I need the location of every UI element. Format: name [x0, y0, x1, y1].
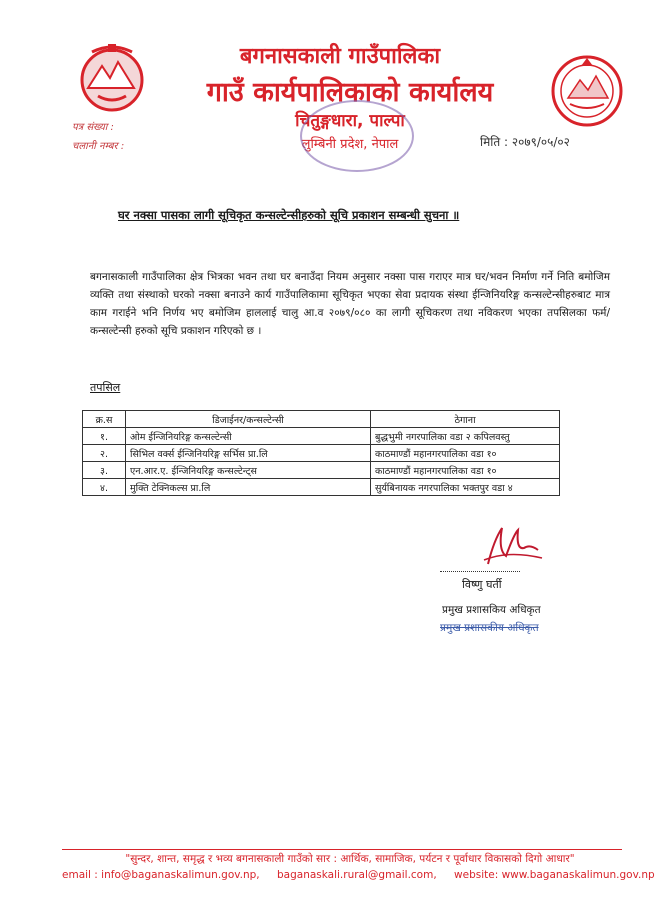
- row-consultancy-name: मुक्ति टेक्निकल्स प्रा.लि: [126, 479, 371, 496]
- signature-line: [440, 571, 520, 572]
- column-header-address: ठेगाना: [371, 411, 560, 428]
- footer-slogan: "सुन्दर, शान्त, समृद्ध र भव्य बगनासकाली गाउँको सार : आर्थिक, सामाजिक, पर्यटन र पूर्वाधार विकासको दिगो आधार": [125, 853, 575, 865]
- signatory-title: प्रमुख प्रशासकिय अधिकृत: [442, 604, 541, 616]
- office-location: चितुङ्गधारा, पाल्पा: [295, 111, 405, 131]
- row-address: काठमाण्डौं महानगरपालिका वडा १०: [371, 445, 560, 462]
- signatory-name: विष्णु घर्ती: [462, 578, 502, 591]
- table-header-row: [83, 411, 560, 428]
- nepal-emblem-icon: [72, 38, 152, 118]
- footer-email-link[interactable]: baganaskali.rural@gmail.com,: [277, 869, 437, 881]
- consultancy-table: [82, 410, 560, 496]
- reference-number-label: पत्र संख्या :: [72, 122, 114, 133]
- row-consultancy-name: एन.आर.ए. ईन्जिनियरिङ्ग कन्सल्टेन्ट्स: [126, 462, 371, 479]
- row-sn: १.: [83, 428, 126, 445]
- row-sn: ४.: [83, 479, 126, 496]
- table-row: [83, 445, 560, 462]
- municipality-logo-icon: [548, 52, 626, 130]
- footer-divider: [62, 849, 622, 850]
- office-stamp: [300, 100, 414, 172]
- column-header-name: डिजाईनर/कन्सल्टेन्सी: [126, 411, 371, 428]
- footer-website-link[interactable]: website: www.baganaskalimun.gov.np: [454, 869, 655, 881]
- notice-subject: घर नक्सा पासका लागी सूचिकृत कन्सल्टेन्सीहरुको सूचि प्रकाशन सम्बन्धी सुचना ॥: [118, 208, 460, 222]
- column-header-sn: क्र.स: [83, 411, 126, 428]
- footer-contact: [62, 869, 655, 881]
- signature: [478, 520, 548, 572]
- office-province: लुम्बिनी प्रदेश, नेपाल: [301, 137, 399, 152]
- row-address: सुर्यबिनायक नगरपालिका भक्तपुर वडा ४: [371, 479, 560, 496]
- row-consultancy-name: ओम ईन्जिनियरिङ्ग कन्सल्टेन्सी: [126, 428, 371, 445]
- row-sn: २.: [83, 445, 126, 462]
- row-sn: ३.: [83, 462, 126, 479]
- table-row: [83, 462, 560, 479]
- details-label: तपसिल: [90, 381, 121, 394]
- signatory-title-stamp: प्रमुख प्रशासकीय अधिकृत: [440, 622, 539, 634]
- letter-date: मिति : २०७९/०५/०२: [480, 135, 570, 149]
- table-row: [83, 428, 560, 445]
- notice-body: बगनासकाली गाउँपालिका क्षेत्र भित्रका भवन तथा घर बनाउँदा नियम अनुसार नक्सा पास गराएर मात्र घर/भवन निर्माण गर्ने निति बमोजिम व्यक्ति तथा संस्थाको घरको नक्सा बनाउने कार्य गाउँपालिकामा सूचिकृत भएका सेवा प्रदायक संस्था ईन्जिनियरिङ्ग कन्सल्टेन्सीहरुबाट मात्र काम गराईने भनि निर्णय भए बमोजिम हाललाई चालु आ.व २०७९/०८० का लागी सूचिकरण तथा नविकरण भएका तपसिलका फर्म/कन्सल्टेन्सी हरुको सूचि प्रकाशन गरिएको छ ।: [90, 271, 610, 337]
- municipality-name: बगनासकाली गाउँपालिका: [239, 44, 441, 69]
- office-name: गाउँ कार्यपालिकाको कार्यालय: [206, 77, 494, 108]
- row-address: बुद्धभुमी नगरपालिका वडा २ कपिलवस्तु: [371, 428, 560, 445]
- row-consultancy-name: सिभिल वर्क्स ईन्जिनियरिङ्ग सर्भिस प्रा.लि: [126, 445, 371, 462]
- footer-email-link[interactable]: email : info@baganaskalimun.gov.np,: [62, 869, 260, 881]
- row-address: काठमाण्डौं महानगरपालिका वडा १०: [371, 462, 560, 479]
- table-row: [83, 479, 560, 496]
- dispatch-number-label: चलानी नम्बर :: [72, 141, 125, 152]
